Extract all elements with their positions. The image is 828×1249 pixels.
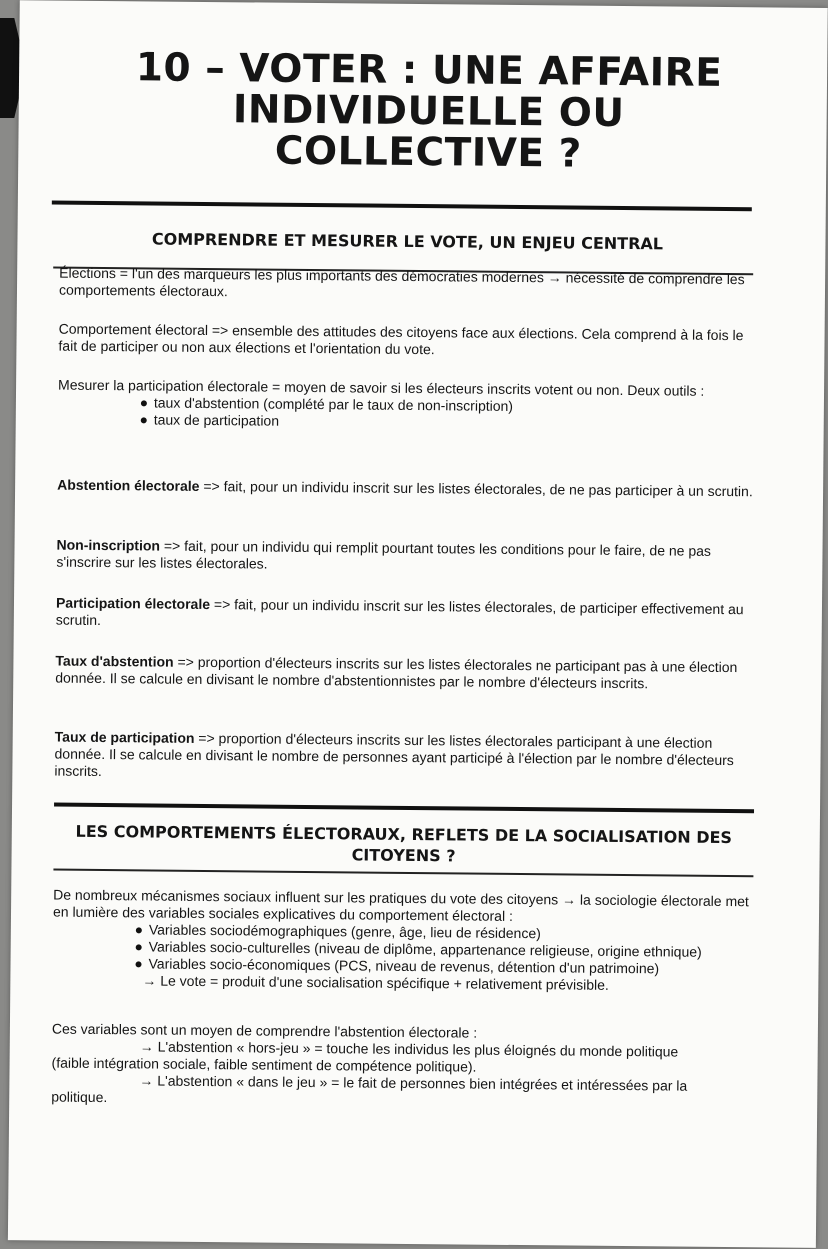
socialisation-intro: De nombreux mécanismes sociaux influent sur les pratiques du vote des citoyens → la sociologie électorale met en lumière des variables sociales explicatives du comportement électoral :	[52, 886, 749, 924]
definition-term: Taux de participation	[54, 728, 195, 746]
hors-jeu-continuation: (faible intégration sociale, faible sentiment de compétence politique).	[51, 1054, 477, 1075]
hors-jeu-line: → L'abstention « hors-jeu » = touche les individus les plus éloignés du monde politique	[139, 1038, 679, 1060]
list-item: taux de participation	[140, 411, 758, 434]
title-line-2: INDIVIDUELLE OU	[232, 87, 625, 136]
title-line-1: 10 – VOTER : UNE AFFAIRE	[135, 45, 723, 96]
definition-term: Participation électorale	[55, 594, 211, 613]
list-item: Variables socio-économiques (PCS, niveau de revenus, détention d'un patrimoine)	[134, 955, 752, 978]
list-item: Variables socio-culturelles (niveau de diplôme, appartenance religieuse, origine ethnique)	[135, 938, 753, 961]
dans-le-jeu-line: → L'abstention « dans le jeu » = le fait de personnes bien intégrées et intéressées par la	[139, 1072, 688, 1094]
measure-intro: Mesurer la participation électorale = moyen de savoir si les électeurs inscrits votent ou non. Deux outils :	[58, 376, 705, 399]
section1-heading: COMPRENDRE ET MESURER LE VOTE, UN ENJEU CENTRAL	[151, 229, 664, 254]
section2-paragraph-1	[52, 887, 753, 996]
section2-heading-line-1: LES COMPORTEMENTS ÉLECTORAUX, REFLETS DE LA SOCIALISATION DES	[75, 821, 733, 848]
section2-paragraph-2	[51, 1021, 752, 1113]
section2-divider	[53, 869, 753, 877]
list-item: taux d'abstention (complété par le taux de non-inscription)	[140, 394, 758, 417]
variables-list	[134, 921, 752, 978]
page-title	[98, 47, 759, 176]
definition-text: => proportion d'électeurs inscrits sur les listes électorales ne participant pas à une élection donnée. Il se calcule en divisant le nombre d'abstentionnistes par le nombre d'électeurs inscrits.	[55, 653, 738, 692]
definition-participation	[56, 595, 756, 636]
measure-tools-list	[140, 394, 758, 434]
definition-text: => fait, pour un individu qui remplit pourtant toutes les conditions pour le faire, de ne pas s'inscrire sur les listes électorales.	[56, 537, 712, 572]
title-divider	[52, 201, 752, 212]
document-page	[8, 0, 828, 1248]
definition-text: => fait, pour un individu inscrit sur les listes électorales, de participer effectivement au scrutin.	[55, 596, 744, 628]
abstention-intro: Ces variables sont un moyen de comprendre l'abstention électorale :	[51, 1020, 478, 1041]
definition-non-inscription	[56, 537, 756, 578]
section1-paragraph-3	[58, 377, 758, 435]
definition-term: Non-inscription	[56, 536, 161, 554]
dans-le-jeu-continuation: politique.	[51, 1088, 108, 1106]
definition-text: => fait, pour un individu inscrit sur les listes électorales, de ne pas participer à un scrutin.	[199, 477, 753, 500]
section2-heading-line-2: CITOYENS ?	[351, 845, 456, 866]
section1-paragraph-1: Élections = l'un des marqueurs les plus importants des démocraties modernes → nécessité de comprendre les comportements électoraux.	[58, 264, 745, 300]
definition-taux-participation	[54, 729, 754, 787]
title-line-3: COLLECTIVE ?	[274, 128, 582, 177]
definition-abstention	[57, 477, 757, 501]
definition-term: Taux d'abstention	[55, 652, 174, 670]
section1-paragraph-2: Comportement électoral => ensemble des attitudes des citoyens face aux élections. Cela comprend à la fois le fait de participer ou non aux élections et l'orientation du vote.	[58, 320, 744, 358]
definition-term: Abstention électorale	[57, 476, 200, 494]
list-item: Variables sociodémographiques (genre, âge, lieu de résidence)	[135, 921, 753, 944]
definition-taux-abstention	[55, 653, 755, 694]
definition-text: => proportion d'électeurs inscrits sur les listes électorales participant à une élection donnée. Il se calcule en divisant le nombre de personnes ayant participé à l'élection par le nombre d'électeurs inscrits.	[54, 729, 734, 780]
section2-top-divider	[54, 803, 754, 814]
vote-conclusion: → Le vote = produit d'une socialisation spécifique + relativement prévisible.	[142, 972, 609, 993]
section2-heading	[54, 821, 754, 870]
